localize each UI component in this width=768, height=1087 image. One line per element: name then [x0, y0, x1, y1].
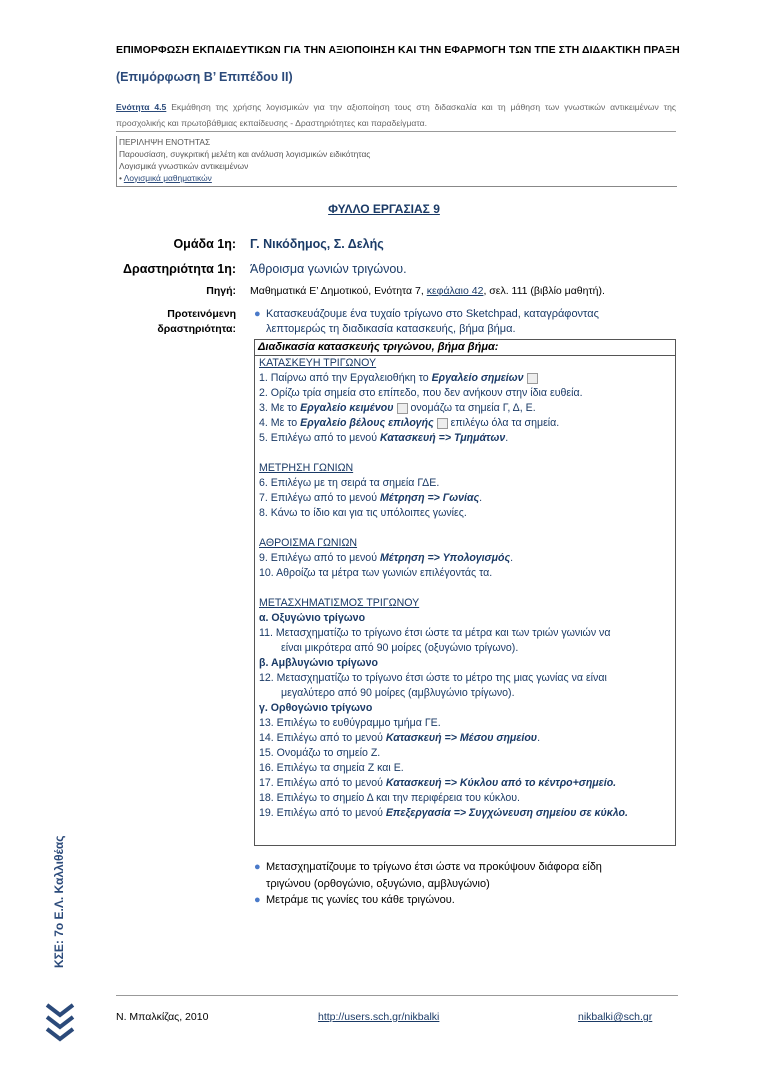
footer-email-link[interactable]: nikbalki@sch.gr: [578, 1011, 653, 1023]
bullet-text: τριγώνου (ορθογώνιο, οξυγώνιο, αμβλυγώνιο): [266, 878, 490, 890]
source-text: , σελ. 111 (βιβλίο μαθητή).: [483, 285, 605, 297]
proposed-activity-label: [130, 307, 236, 337]
step: 15. Ονομάζω το σημείο Ζ.: [259, 747, 381, 759]
point-tool-icon: [527, 373, 538, 384]
summary-line: Λογισμικά γνωστικών αντικειμένων: [119, 161, 249, 171]
step: [259, 371, 538, 386]
bullet-icon: ●: [254, 894, 261, 906]
summary-line: Παρουσίαση, συγκριτική μελέτη και ανάλυση λογισμικών ειδικότητας: [119, 149, 371, 159]
step-text: 1. Παίρνω από την Εργαλειοθήκη το: [259, 372, 432, 384]
bullet-text: Μετασχηματίζουμε το τρίγωνο έτσι ώστε να προκύψουν διάφορα είδη: [266, 861, 602, 873]
subsection-heading: β. Αμβλυγώνιο τρίγωνο: [259, 657, 378, 669]
step: 18. Επιλέγω το σημείο Δ και την περιφέρεια του κύκλου.: [259, 792, 520, 804]
step: [259, 806, 628, 821]
step-text: .: [510, 552, 514, 564]
text-tool-icon: [397, 403, 408, 414]
unit-text: Εκμάθηση της χρήσης λογισμικών για την αξιοποίηση τους στη διδασκαλία και τη μάθηση των γνωστικών αντικειμένων της προσχολικής και πρωτοβάθμιας εκπαίδευσης - Δραστηριότητες και παραδείγματα.: [116, 102, 676, 128]
step-text: 17. Επιλέγω από το μενού: [259, 777, 386, 789]
step-text: 19. Επιλέγω από το μενού: [259, 807, 386, 819]
proposed-bullet-1: [254, 307, 674, 337]
header-divider: [116, 131, 676, 132]
proposed-bullet-3: [254, 893, 674, 908]
worksheet-title: ΦΥΛΛΟ ΕΡΓΑΣΙΑΣ 9: [328, 202, 440, 216]
step: [259, 491, 482, 506]
step: 16. Επιλέγω τα σημεία Ζ και Ε.: [259, 762, 404, 774]
section-heading: ΜΕΤΡΗΣΗ ΓΩΝΙΩΝ: [259, 462, 354, 474]
document-header-title: ΕΠΙΜΟΡΦΩΣΗ ΕΚΠΑΙΔΕΥΤΙΚΩΝ ΓΙΑ ΤΗΝ ΑΞΙΟΠΟΙΗΣΗ ΚΑΙ ΤΗΝ ΕΦΑΡΜΟΓΗ ΤΩΝ ΤΠΕ ΣΤΗ ΔΙΔΑΚΤΙΚΗ ΠΡΑΞΗ: [116, 44, 680, 56]
source-link[interactable]: κεφάλαιο 42: [426, 285, 484, 297]
footer-divider: [116, 995, 678, 996]
step: 8. Κάνω το ίδιο και για τις υπόλοιπες γωνίες.: [259, 507, 467, 519]
bullet-text: Μετράμε τις γωνίες του κάθε τριγώνου.: [266, 894, 455, 906]
step-emphasis: Εργαλείο κειμένου: [300, 402, 394, 414]
subsection-heading: γ. Ορθογώνιο τρίγωνο: [259, 702, 373, 714]
proposed-bullet-2: [254, 859, 674, 893]
step: 13. Επιλέγω το ευθύγραμμο τμήμα ΓΕ.: [259, 717, 441, 729]
step-continued: είναι μικρότερα από 90 μοίρες (οξυγώνιο τρίγωνο).: [281, 642, 519, 654]
section-heading: ΑΘΡΟΙΣΜΑ ΓΩΝΙΩΝ: [259, 537, 358, 549]
group-label: Ομάδα 1η:: [173, 237, 236, 251]
step-text: 9. Επιλέγω από το μενού: [259, 552, 380, 564]
source-label: Πηγή:: [206, 285, 236, 297]
bullet-text: λεπτομερώς τη διαδικασία κατασκευής, βήμα βήμα.: [266, 323, 516, 335]
step-text: ονομάζω τα σημεία Γ, Δ, Ε.: [407, 402, 536, 414]
step-continued: μεγαλύτερο από 90 μοίρες (αμβλυγώνιο τρίγωνο).: [281, 687, 515, 699]
proposed-label-line: Προτεινόμενη: [167, 308, 236, 320]
unit-summary: [116, 136, 677, 187]
summary-link-row: • Λογισμικά μαθηματικών: [119, 173, 212, 183]
unit-description: [116, 99, 676, 131]
step-emphasis: Κατασκευή => Τμημάτων: [379, 432, 506, 444]
step: [259, 731, 540, 746]
side-school-label: ΚΣΕ: 7ο Ε.Λ. Καλλιθέας: [52, 835, 66, 968]
source-value: [250, 285, 605, 297]
step: [259, 551, 513, 566]
step: 6. Επιλέγω με τη σειρά τα σημεία ΓΔΕ.: [259, 477, 440, 489]
source-text: Μαθηματικά Ε’ Δημοτικού, Ενότητα 7,: [250, 285, 424, 297]
document-subtitle: (Επιμόρφωση Β’ Επιπέδου ΙΙ): [116, 70, 293, 84]
step: 11. Μετασχηματίζω το τρίγωνο έτσι ώστε τα μέτρα και των τριών γωνιών να: [259, 627, 611, 639]
step: [259, 431, 508, 446]
step: [259, 416, 559, 431]
bullet-text: Κατασκευάζουμε ένα τυχαίο τρίγωνο στο Sketchpad, καταγράφοντας: [266, 308, 599, 320]
footer-url: [318, 1011, 439, 1023]
step-text: .: [479, 492, 483, 504]
step-emphasis: Κατασκευή => Μέσου σημείου: [385, 732, 538, 744]
section-heading: ΚΑΤΑΣΚΕΥΗ ΤΡΙΓΩΝΟΥ: [259, 357, 377, 369]
step-text: 3. Με το: [259, 402, 301, 414]
step-text: 4. Με το: [259, 417, 301, 429]
step-emphasis: Μέτρηση => Υπολογισμός: [379, 552, 511, 564]
procedure-heading: Διαδικασία κατασκευής τριγώνου, βήμα βήμα:: [255, 340, 675, 356]
step: 12. Μετασχηματίζω το τρίγωνο έτσι ώστε το μέτρο της μιας γωνίας να είναι: [259, 672, 607, 684]
unit-label[interactable]: Ενότητα 4.5: [116, 102, 167, 112]
step: 2. Ορίζω τρία σημεία στο επίπεδο, που δεν ανήκουν στην ίδια ευθεία.: [259, 387, 583, 399]
step-text: επιλέγω όλα τα σημεία.: [447, 417, 560, 429]
activity-value: Άθροισμα γωνιών τριγώνου.: [250, 262, 407, 276]
step-text: 5. Επιλέγω από το μενού: [259, 432, 380, 444]
step: [259, 776, 616, 791]
subsection-heading: α. Οξυγώνιο τρίγωνο: [259, 612, 366, 624]
footer-url-link[interactable]: http://users.sch.gr/nikbalki: [318, 1011, 440, 1023]
step-text: .: [505, 432, 509, 444]
summary-heading: ΠΕΡΙΛΗΨΗ ΕΝΟΤΗΤΑΣ: [119, 137, 211, 147]
step: 10. Αθροίζω τα μέτρα των γωνιών επιλέγοντάς τα.: [259, 567, 493, 579]
step-emphasis: Εργαλείο σημείων: [431, 372, 524, 384]
step: [259, 401, 536, 416]
section-heading: ΜΕΤΑΣΧΗΜΑΤΙΣΜΟΣ ΤΡΙΓΩΝΟΥ: [259, 597, 420, 609]
step-text: 7. Επιλέγω από το μενού: [259, 492, 380, 504]
step-emphasis: Μέτρηση => Γωνίας: [379, 492, 480, 504]
chevron-logo-icon: [44, 1003, 76, 1049]
arrow-tool-icon: [437, 418, 448, 429]
summary-link[interactable]: Λογισμικά μαθηματικών: [123, 173, 212, 183]
proposed-label-line: δραστηριότητα:: [157, 323, 236, 335]
bullet-icon: ●: [254, 308, 261, 320]
step-text: .: [537, 732, 541, 744]
procedure-box: [254, 339, 676, 846]
step-emphasis: Κατασκευή => Κύκλου από το κέντρο+σημείο.: [385, 777, 617, 789]
footer-email: [578, 1011, 652, 1023]
activity-label: Δραστηριότητα 1η:: [122, 262, 236, 276]
footer-author: Ν. Μπαλκίζας, 2010: [116, 1011, 209, 1023]
step-emphasis: Επεξεργασία => Συγχώνευση σημείου σε κύκλο.: [385, 807, 628, 819]
step-emphasis: Εργαλείο βέλους επιλογής: [300, 417, 434, 429]
group-value: Γ. Νικόδημος, Σ. Δελής: [250, 237, 384, 251]
bullet-icon: ●: [254, 861, 261, 873]
step-text: 14. Επιλέγω από το μενού: [259, 732, 386, 744]
